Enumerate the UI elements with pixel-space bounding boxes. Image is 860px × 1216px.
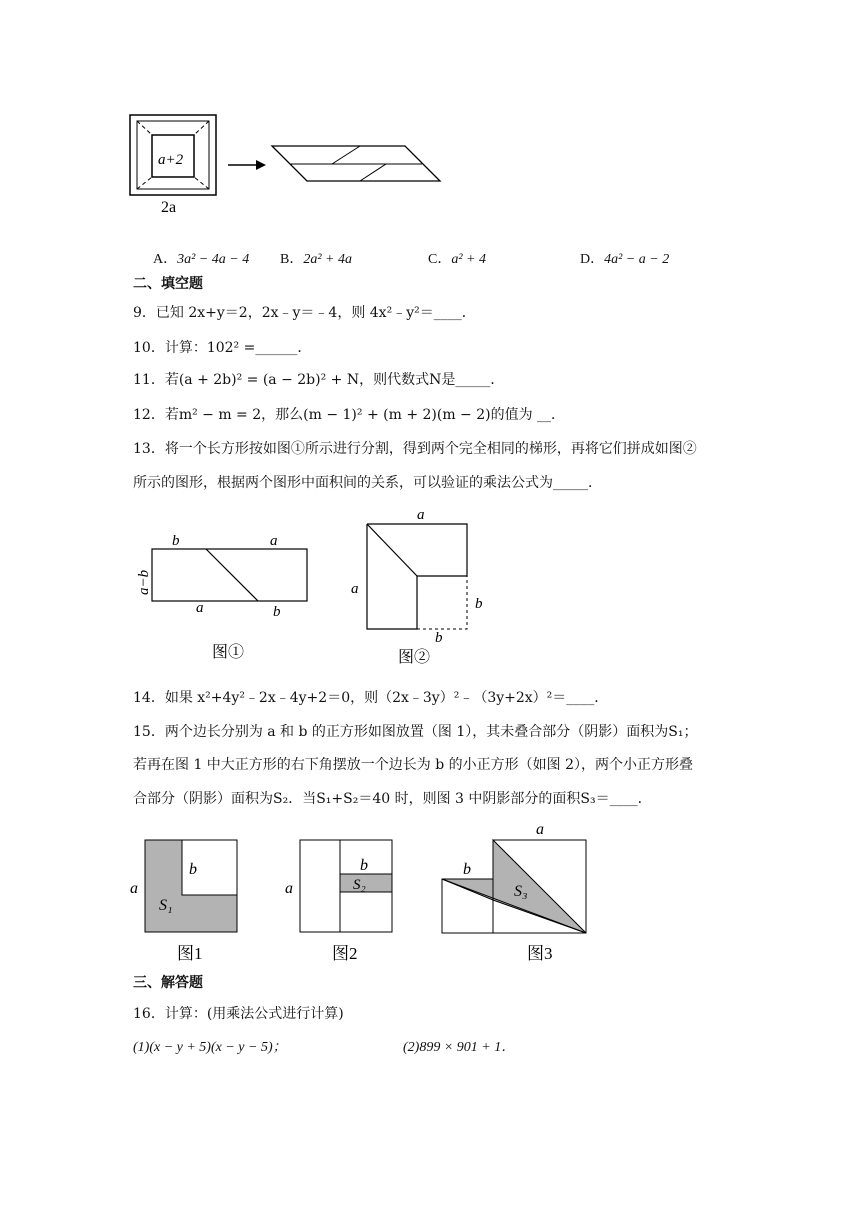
section-2-title: 二、填空题 bbox=[133, 276, 203, 292]
q13-figures bbox=[130, 505, 510, 673]
question-15-line1: 15．两个边长分别为 a 和 b 的正方形如图放置（图 1），其未叠合部分（阴影）面积为S₁； bbox=[133, 724, 698, 740]
svg-text:S₁: S₁ bbox=[159, 897, 173, 914]
svg-text:a: a bbox=[417, 507, 425, 523]
svg-text:图3: 图3 bbox=[527, 944, 553, 963]
svg-text:b: b bbox=[273, 604, 281, 620]
svg-text:a: a bbox=[270, 533, 278, 549]
outer-label: 2a bbox=[161, 199, 177, 216]
question-14: 14．如果 x²+4y²﹣2x﹣4y+2＝0，则（2x﹣3y）²﹣（3y+2x）²＝____． bbox=[133, 690, 609, 706]
svg-text:b: b bbox=[172, 533, 180, 549]
arrow-icon bbox=[256, 160, 266, 170]
svg-text:a: a bbox=[285, 880, 293, 897]
option-a: A．3a² − 4a − 4 bbox=[153, 252, 250, 267]
section-3-title: 三、解答题 bbox=[133, 975, 203, 991]
svg-text:图2: 图2 bbox=[332, 944, 358, 963]
question-13-line2: 所示的图形，根据两个图形中面积间的关系，可以验证的乘法公式为_____． bbox=[133, 475, 602, 491]
inner-label: a+2 bbox=[158, 152, 184, 168]
svg-text:b: b bbox=[435, 630, 443, 646]
fig2-caption: 图② bbox=[398, 649, 431, 666]
question-11: 11．若(a + 2b)² = (a − 2b)² + N，则代数式N是_____． bbox=[133, 372, 505, 388]
svg-text:a: a bbox=[351, 581, 359, 597]
svg-text:b: b bbox=[475, 596, 483, 612]
svg-text:a: a bbox=[130, 880, 138, 897]
question-9: 9．已知 2x+y＝2，2x﹣y＝﹣4，则 4x²﹣y²＝____． bbox=[133, 305, 476, 321]
svg-text:a: a bbox=[196, 600, 204, 616]
question-15-line3: 合部分（阴影）面积为S₂．当S₁+S₂＝40 时，则图 3 中阴影部分的面积S₃＝____． bbox=[133, 791, 652, 807]
question-13-line1: 13．将一个长方形按如图①所示进行分割，得到两个完全相同的梯形，再将它们拼成如图② bbox=[133, 441, 697, 457]
q8-figure bbox=[125, 108, 455, 218]
question-10: 10．计算：102² =______． bbox=[133, 340, 312, 356]
svg-text:b: b bbox=[189, 861, 197, 878]
svg-text:a−b: a−b bbox=[136, 569, 152, 595]
question-16-part2: (2)899 × 901 + 1． bbox=[403, 1040, 516, 1055]
svg-text:S₂: S₂ bbox=[353, 877, 366, 893]
fig1-caption: 图① bbox=[212, 644, 245, 661]
question-16: 16．计算：(用乘法公式进行计算) bbox=[133, 1006, 344, 1022]
question-16-part1: (1)(x − y + 5)(x − y − 5)； bbox=[133, 1040, 287, 1055]
svg-text:b: b bbox=[463, 861, 471, 878]
svg-text:b: b bbox=[360, 857, 368, 874]
option-c: C．a² + 4 bbox=[428, 252, 486, 267]
option-d: D．4a² − a − 2 bbox=[580, 252, 670, 267]
q15-figures bbox=[125, 818, 595, 968]
question-15-line2: 若再在图 1 中大正方形的右下角摆放一个边长为 b 的小正方形（如图 2），两个小正方形叠 bbox=[133, 757, 694, 773]
svg-text:图1: 图1 bbox=[177, 944, 203, 963]
svg-text:S₃: S₃ bbox=[514, 883, 528, 900]
question-12: 12．若m² − m = 2，那么(m − 1)² + (m + 2)(m − 2)的值为 __． bbox=[133, 407, 566, 423]
option-b: B．2a² + 4a bbox=[280, 252, 352, 267]
svg-text:a: a bbox=[536, 821, 544, 838]
